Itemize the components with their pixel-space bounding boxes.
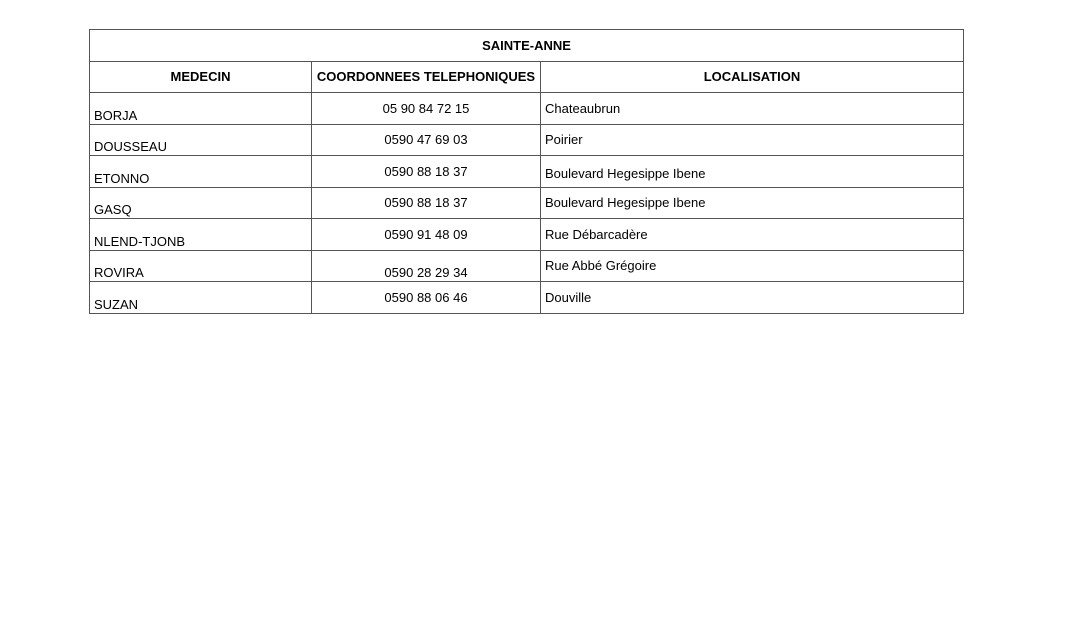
doctor-name: GASQ [90, 187, 312, 219]
table-header-row [90, 61, 964, 93]
doctor-location: Chateaubrun [541, 93, 964, 125]
table-title: SAINTE-ANNE [90, 30, 964, 62]
header-location: LOCALISATION [541, 61, 964, 93]
doctor-location: Poirier [541, 124, 964, 156]
doctor-phone: 0590 47 69 03 [312, 124, 541, 156]
doctor-name: ROVIRA [90, 250, 312, 282]
doctor-location: Rue Débarcadère [541, 219, 964, 251]
table-row [90, 93, 964, 125]
doctor-name: ETONNO [90, 156, 312, 188]
doctor-phone: 0590 88 06 46 [312, 282, 541, 314]
doctors-table [89, 29, 964, 314]
doctor-location: Rue Abbé Grégoire [541, 250, 964, 282]
doctor-phone: 0590 28 29 34 [312, 250, 541, 282]
doctor-location: Boulevard Hegesippe Ibene [541, 187, 964, 219]
table-row [90, 124, 964, 156]
table-row [90, 187, 964, 219]
doctor-phone: 0590 88 18 37 [312, 187, 541, 219]
header-phone: COORDONNEES TELEPHONIQUES [312, 61, 541, 93]
doctor-phone: 05 90 84 72 15 [312, 93, 541, 125]
doctor-name: SUZAN [90, 282, 312, 314]
doctor-name: NLEND-TJONB [90, 219, 312, 251]
table-title-row [90, 30, 964, 62]
table-row [90, 156, 964, 188]
doctor-location: Boulevard Hegesippe Ibene [541, 156, 964, 188]
doctor-phone: 0590 88 18 37 [312, 156, 541, 188]
table-row [90, 250, 964, 282]
doctor-phone: 0590 91 48 09 [312, 219, 541, 251]
table-row [90, 219, 964, 251]
doctor-name: BORJA [90, 93, 312, 125]
table-row [90, 282, 964, 314]
doctor-name: DOUSSEAU [90, 124, 312, 156]
header-medecin: MEDECIN [90, 61, 312, 93]
doctor-location: Douville [541, 282, 964, 314]
